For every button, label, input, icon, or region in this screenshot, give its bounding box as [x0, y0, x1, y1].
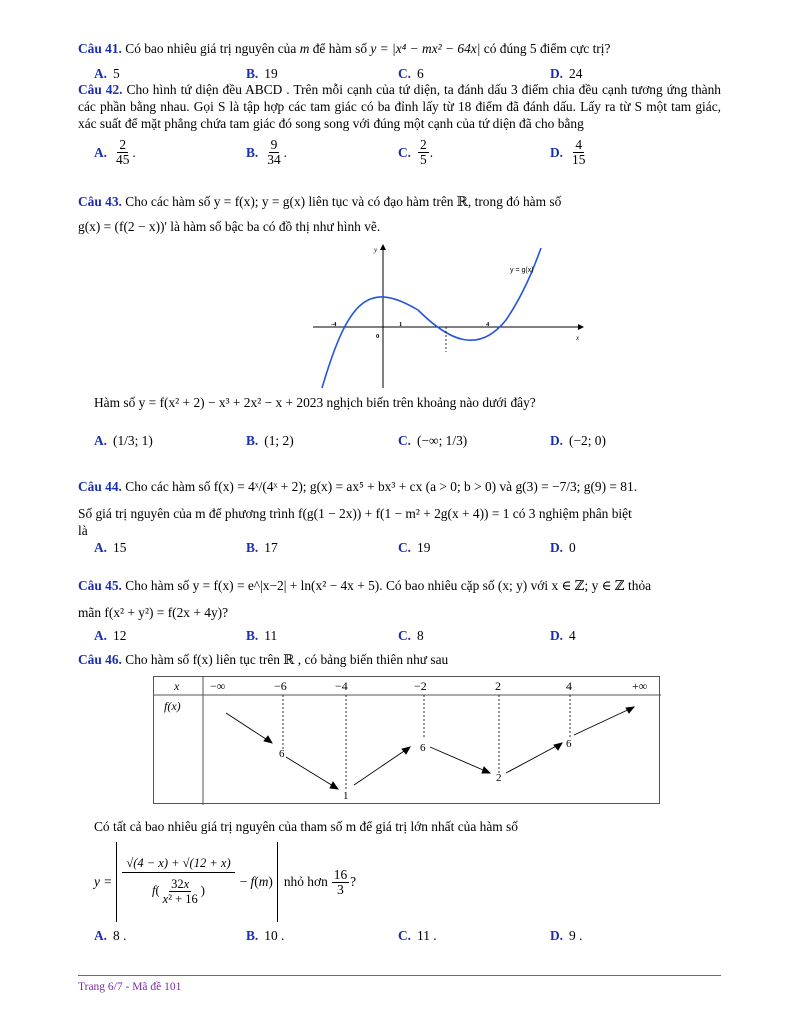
- question-46: [78, 651, 721, 668]
- question-number: Câu 43.: [78, 194, 122, 209]
- option-c[interactable]: C. 8: [398, 628, 424, 643]
- option-d[interactable]: D. 24: [550, 66, 583, 81]
- question-text: Hàm số y = f(x² + 2) − x³ + 2x² − x + 2023 nghịch biến trên khoảng nào dưới đây?: [94, 395, 536, 410]
- curve-label: y = g(x): [510, 267, 534, 274]
- x-val: −∞: [210, 679, 226, 693]
- option-a[interactable]: A. (1/3; 1): [94, 433, 153, 448]
- option-a[interactable]: A. 12: [94, 628, 127, 643]
- tick-1: 1: [399, 321, 403, 328]
- header-fx: f(x): [164, 699, 181, 713]
- curve-g: [322, 248, 541, 388]
- tick-4: 4: [486, 321, 490, 328]
- formula-y: y = √(4 − x) + √(12 + x) f( $\frac{32x}{\text{x² + 16}}$ ) − f(m) nhỏ hơn $\frac{16}{3}$ ?: [94, 842, 356, 922]
- tick-0: 0: [376, 333, 380, 340]
- question-text: mãn f(x² + y²) = f(2x + 4y)?: [78, 605, 229, 620]
- x-val: +∞: [632, 679, 648, 693]
- question-text: để hàm số: [312, 41, 368, 56]
- question-text: Cho hàm số f(x) liên tục trên ℝ , có bảng biến thiên như sau: [125, 652, 449, 667]
- graph-g: [308, 240, 588, 390]
- options-row: [78, 927, 686, 944]
- variation-table: [153, 676, 660, 804]
- option-a[interactable]: A. $\frac{2}{45}$ .: [94, 137, 136, 167]
- question-44: [78, 478, 721, 556]
- question-text: nhỏ hơn: [283, 874, 328, 889]
- question-43-part2: [94, 394, 721, 411]
- option-a[interactable]: A. 15: [94, 540, 127, 555]
- f-val: 6: [420, 742, 426, 754]
- param-m: m: [299, 41, 310, 56]
- option-c[interactable]: C. $\frac{2}{5}$ .: [398, 137, 434, 167]
- option-b[interactable]: B. 10 .: [246, 928, 285, 943]
- x-arrow-icon: [578, 324, 584, 330]
- options-row: [78, 432, 686, 449]
- option-b[interactable]: B. 11: [246, 628, 278, 643]
- question-text: g(x) = (f(2 − x))' là hàm số bậc ba có đồ thị như hình vẽ.: [78, 219, 381, 234]
- fraction: $\frac{16}{3}$: [333, 866, 348, 897]
- y-label: y: [374, 246, 378, 254]
- question-text: Có tất cả bao nhiêu giá trị nguyên của tham số m để giá trị lớn nhất của hàm số: [94, 819, 518, 834]
- option-d[interactable]: D. 4: [550, 628, 576, 643]
- option-b[interactable]: B. 19: [246, 66, 278, 81]
- question-46-part2: [94, 818, 721, 835]
- f-val: 1: [343, 790, 349, 802]
- x-val: −2: [414, 679, 427, 693]
- f-val: 6: [279, 748, 285, 760]
- header-x: x: [174, 679, 180, 693]
- question-45: [78, 577, 721, 644]
- option-b[interactable]: B. (1; 2): [246, 433, 294, 448]
- tick-neg4: -4: [331, 321, 337, 328]
- question-number: Câu 46.: [78, 652, 122, 667]
- option-d[interactable]: D. 0: [550, 540, 576, 555]
- question-text: Số giá trị nguyên của m để phương trình f(g(1 − 2x)) + f(1 − m² + 2g(x + 4)) = 1 có 3 nghiệm phân biệt: [78, 506, 632, 521]
- x-label: x: [576, 334, 580, 342]
- option-c[interactable]: C. 19: [398, 540, 431, 555]
- option-b[interactable]: B. 17: [246, 540, 278, 555]
- option-c[interactable]: C. 11 .: [398, 928, 437, 943]
- question-text: Có bao nhiêu giá trị nguyên của: [125, 41, 297, 56]
- question-number: Câu 44.: [78, 479, 122, 494]
- question-43: [78, 193, 721, 235]
- y-arrow-icon: [380, 244, 386, 250]
- options-row: [78, 539, 721, 556]
- option-b[interactable]: B. $\frac{9}{34}$ .: [246, 137, 288, 167]
- options-row: [78, 627, 721, 644]
- x-val: −6: [274, 679, 287, 693]
- f-val: 6: [566, 738, 572, 750]
- question-text: Cho hàm số y = f(x) = e^|x−2| + ln(x² − 4x + 5). Có bao nhiêu cặp số (x; y) với x ∈ ℤ; y ∈ ℤ thỏa: [125, 578, 652, 593]
- option-d[interactable]: D. 9 .: [550, 928, 583, 943]
- options-row: [78, 138, 721, 167]
- option-a[interactable]: A. 5: [94, 66, 120, 81]
- question-text: Cho các hàm số f(x) = 4ˣ/(4ˣ + 2); g(x) = ax⁵ + bx³ + cx (a > 0; b > 0) và g(3) = −7/3; g(9) = 81.: [125, 479, 638, 494]
- question-text: có đúng 5 điểm cực trị?: [483, 41, 611, 56]
- page-footer: Trang 6/7 - Mã đề 101: [78, 981, 182, 993]
- x-val: −4: [335, 679, 348, 693]
- arrows: [226, 707, 634, 789]
- option-d[interactable]: D. (−2; 0): [550, 433, 606, 448]
- question-text: Cho các hàm số y = f(x); y = g(x) liên tục và có đạo hàm trên ℝ, trong đó hàm số: [125, 194, 562, 209]
- options-row: [78, 65, 721, 82]
- question-number: Câu 45.: [78, 578, 122, 593]
- function-expr: y = |x⁴ − mx² − 64x|: [370, 41, 481, 56]
- footer-divider: [78, 975, 721, 976]
- question-41: [78, 40, 721, 82]
- question-text: Cho hình tứ diện đều ABCD . Trên mỗi cạnh của tứ diện, ta đánh dấu 3 điểm chia đều cạnh tương ứng thành các phần bằng nhau. Gọi S là tập hợp các tam giác có ba đỉnh lấy từ 18 điểm đã đánh dấu. Lấy ra từ S một tam giác, xác suất để mặt phẳng chứa tam giác đó song song với đúng một cạnh của tứ diện đã cho bằng: [78, 82, 722, 131]
- f-val: 2: [496, 772, 502, 784]
- question-number: Câu 42.: [78, 82, 123, 97]
- option-d[interactable]: D. $\frac{4}{15}$: [550, 137, 586, 167]
- x-val: 2: [495, 679, 501, 693]
- question-text: là: [78, 523, 88, 538]
- question-42: [78, 81, 721, 167]
- x-val: 4: [566, 679, 572, 693]
- option-a[interactable]: A. 8 .: [94, 928, 127, 943]
- option-c[interactable]: C. (−∞; 1/3): [398, 433, 468, 448]
- question-number: Câu 41.: [78, 41, 122, 56]
- option-c[interactable]: C. 6: [398, 66, 424, 81]
